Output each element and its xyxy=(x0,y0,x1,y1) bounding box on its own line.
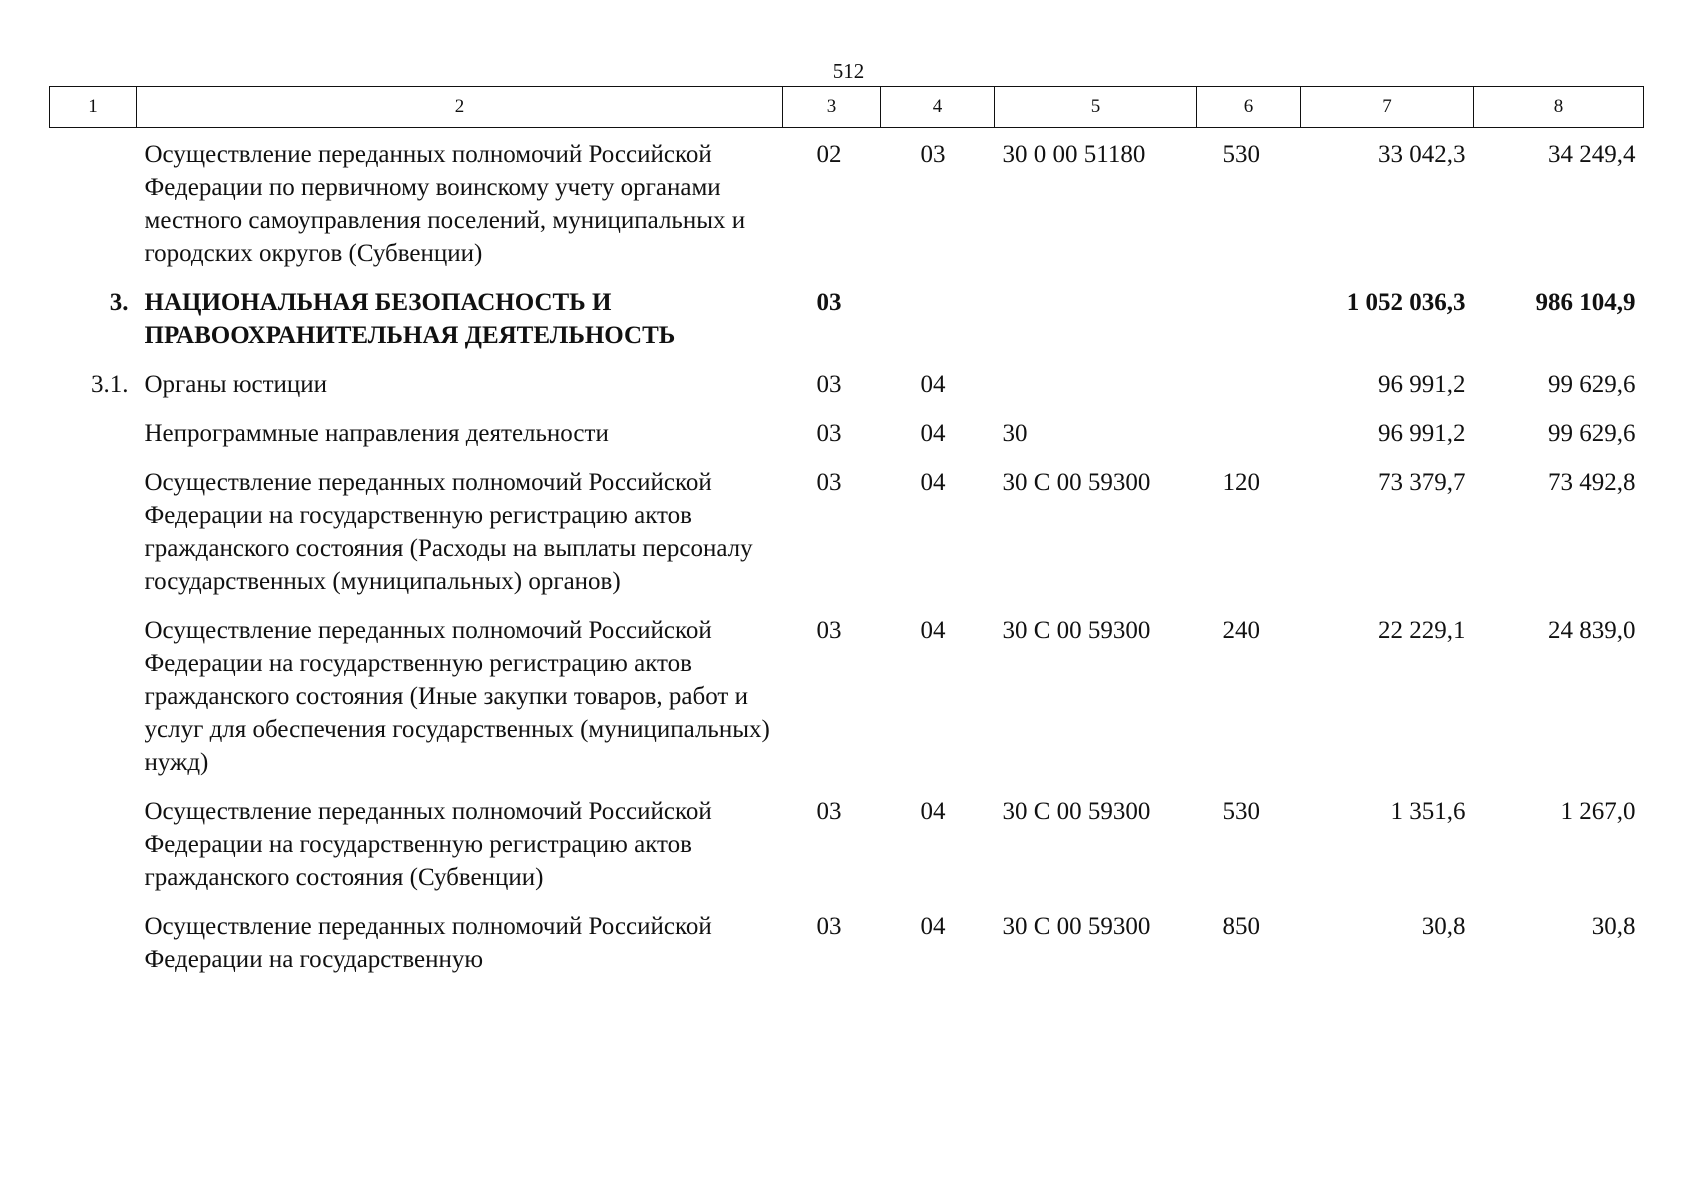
target-article-code xyxy=(995,368,1197,417)
section-code: 03 xyxy=(816,469,842,496)
amount-year-2: 34 249,4 xyxy=(1548,141,1636,168)
row-number xyxy=(50,128,137,287)
expense-type-code xyxy=(1197,417,1301,466)
column-header-2: 2 xyxy=(137,87,783,128)
row-number: 3. xyxy=(109,289,129,316)
row-name: НАЦИОНАЛЬНАЯ БЕЗОПАСНОСТЬ И ПРАВООХРАНИТЕЛЬНАЯ ДЕЯТЕЛЬНОСТЬ xyxy=(144,289,676,349)
amount-year-2: 24 839,0 xyxy=(1548,617,1636,644)
expense-type-code: 530 xyxy=(1222,798,1260,825)
amount-year-1: 1 052 036,3 xyxy=(1346,289,1466,316)
section-code: 03 xyxy=(816,371,842,398)
subsection-code xyxy=(881,286,995,368)
amount-year-1: 22 229,1 xyxy=(1378,617,1466,644)
amount-year-1: 1 351,6 xyxy=(1390,798,1466,825)
subsection-code: 04 xyxy=(920,798,946,825)
amount-year-1: 33 042,3 xyxy=(1378,141,1466,168)
column-number-header-row xyxy=(50,87,1644,128)
expense-type-code xyxy=(1197,286,1301,368)
page-number: 512 xyxy=(832,59,865,83)
row-name: Органы юстиции xyxy=(144,371,328,398)
amount-year-2: 1 267,0 xyxy=(1560,798,1636,825)
row-name: Осуществление переданных полномочий Российской Федерации на государственную регистрацию актов гражданского состояния (Расходы на выплаты персоналу государственных (муниципальных) органов) xyxy=(144,469,753,595)
amount-year-2: 73 492,8 xyxy=(1548,469,1636,496)
table-row xyxy=(50,795,1644,910)
subsection-code: 04 xyxy=(920,371,946,398)
row-number xyxy=(50,417,137,466)
amount-year-1: 96 991,2 xyxy=(1378,420,1466,447)
section-code: 03 xyxy=(816,289,842,316)
amount-year-2: 30,8 xyxy=(1591,913,1636,940)
expense-type-code: 530 xyxy=(1222,141,1260,168)
table-row xyxy=(50,417,1644,466)
row-name: Осуществление переданных полномочий Российской Федерации на государственную регистрацию актов гражданского состояния (Иные закупки товаров, работ и услуг для обеспечения государственных (муниципальных) нужд) xyxy=(144,617,770,776)
row-number: 3.1. xyxy=(91,371,129,398)
target-article-code xyxy=(995,286,1197,368)
section-code: 02 xyxy=(816,141,842,168)
table-row xyxy=(50,614,1644,795)
table-row xyxy=(50,910,1644,992)
target-article-code: 30 С 00 59300 xyxy=(1002,798,1151,825)
section-code: 03 xyxy=(816,617,842,644)
row-number xyxy=(50,910,137,992)
subsection-code: 04 xyxy=(920,617,946,644)
column-header-3: 3 xyxy=(783,87,881,128)
target-article-code: 30 С 00 59300 xyxy=(1002,617,1151,644)
expense-type-code: 120 xyxy=(1222,469,1260,496)
row-number xyxy=(50,614,137,795)
section-code: 03 xyxy=(816,420,842,447)
subsection-code: 04 xyxy=(920,469,946,496)
expense-type-code xyxy=(1197,368,1301,417)
table-row xyxy=(50,286,1644,368)
expense-type-code: 850 xyxy=(1222,913,1260,940)
row-number xyxy=(50,795,137,910)
column-header-7: 7 xyxy=(1301,87,1474,128)
amount-year-2: 99 629,6 xyxy=(1548,420,1636,447)
table-row xyxy=(50,466,1644,614)
subsection-code: 04 xyxy=(920,913,946,940)
column-header-1: 1 xyxy=(50,87,137,128)
column-header-4: 4 xyxy=(881,87,995,128)
column-header-8: 8 xyxy=(1474,87,1644,128)
column-header-6: 6 xyxy=(1197,87,1301,128)
table-row xyxy=(50,128,1644,287)
amount-year-1: 73 379,7 xyxy=(1378,469,1466,496)
row-name: Осуществление переданных полномочий Российской Федерации по первичному воинскому учету органами местного самоуправления поселений, муниципальных и городских округов (Субвенции) xyxy=(144,141,746,267)
section-code: 03 xyxy=(816,913,842,940)
target-article-code: 30 0 00 51180 xyxy=(1002,141,1146,168)
amount-year-1: 96 991,2 xyxy=(1378,371,1466,398)
amount-year-2: 99 629,6 xyxy=(1548,371,1636,398)
target-article-code: 30 С 00 59300 xyxy=(1002,913,1151,940)
expense-type-code: 240 xyxy=(1222,617,1260,644)
amount-year-1: 30,8 xyxy=(1421,913,1466,940)
target-article-code: 30 xyxy=(1002,420,1028,447)
row-name: Непрограммные направления деятельности xyxy=(144,420,609,447)
row-number xyxy=(50,466,137,614)
subsection-code: 03 xyxy=(920,141,946,168)
subsection-code: 04 xyxy=(920,420,946,447)
column-header-5: 5 xyxy=(995,87,1197,128)
amount-year-2: 986 104,9 xyxy=(1535,289,1636,316)
target-article-code: 30 С 00 59300 xyxy=(1002,469,1151,496)
row-name: Осуществление переданных полномочий Российской Федерации на государственную регистрацию актов гражданского состояния (Субвенции) xyxy=(144,798,712,891)
table-row xyxy=(50,368,1644,417)
row-name: Осуществление переданных полномочий Российской Федерации на государственную xyxy=(144,913,712,973)
section-code: 03 xyxy=(816,798,842,825)
budget-table xyxy=(49,86,1644,992)
